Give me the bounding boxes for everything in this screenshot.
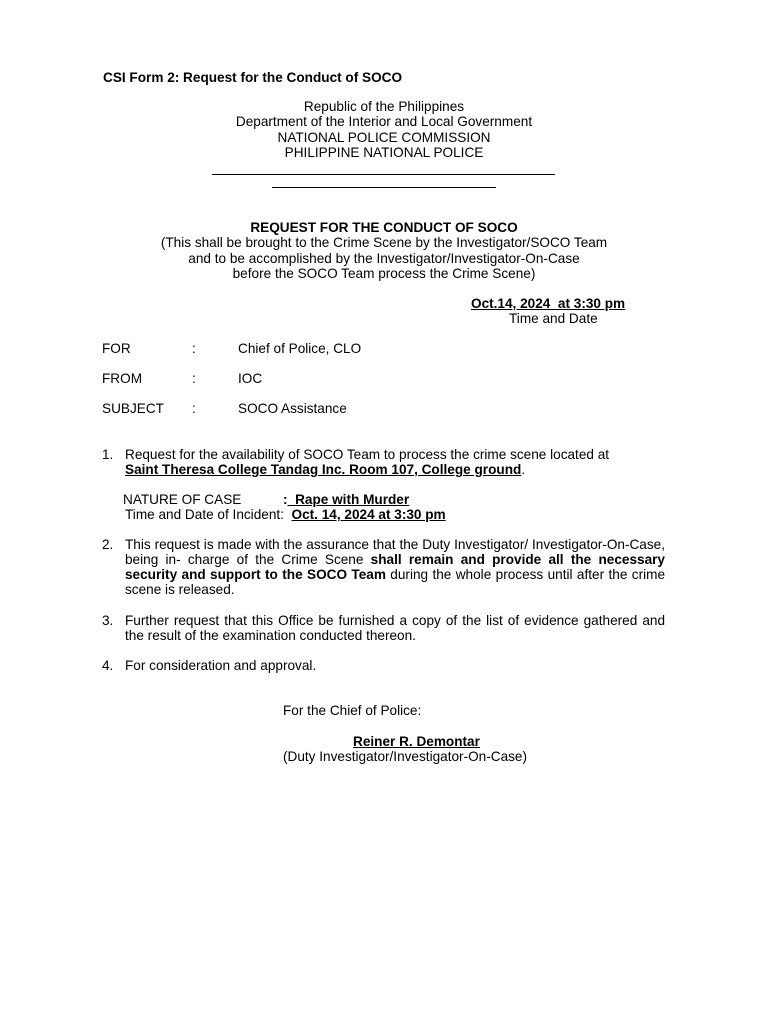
incident-datetime-line <box>125 507 446 522</box>
request-note-line2: and to be accomplished by the Investigator/Investigator-On-Case <box>188 251 580 266</box>
nature-of-case-field <box>283 492 409 507</box>
header-dilg: Department of the Interior and Local Government <box>235 114 533 129</box>
item-4-text: For consideration and approval. <box>125 658 317 673</box>
item-2-text-start: This request is made with the assurance that the Duty Investigator/ Investigator-On-Case, being in- charge of the Crime Scene <box>125 537 665 567</box>
item-2-number: 2. <box>102 537 114 552</box>
header-pnp: PHILIPPINE NATIONAL POLICE <box>284 145 484 160</box>
item-1-text: Request for the availability of SOCO Team to process the crime scene located at <box>125 447 610 462</box>
incident-datetime-value: Oct. 14, 2024 at 3:30 pm <box>291 507 446 522</box>
memo-for-label: FOR <box>102 341 131 356</box>
request-datetime-label: Time and Date <box>509 311 598 326</box>
nature-of-case-value-wrap <box>288 492 410 507</box>
signature-for-line: For the Chief of Police: <box>283 703 422 718</box>
incident-datetime-label: Time and Date of Incident: <box>125 507 284 522</box>
memo-from-label: FROM <box>102 371 143 386</box>
request-datetime: Oct.14, 2024 at 3:30 pm <box>471 296 626 311</box>
memo-from-value: IOC <box>238 371 263 386</box>
form-title: CSI Form 2: Request for the Conduct of SOCO <box>103 70 403 85</box>
header-republic: Republic of the Philippines <box>303 99 465 114</box>
item-1-location: Saint Theresa College Tandag Inc. Room 107, College ground <box>125 462 522 477</box>
nature-of-case-label: NATURE OF CASE <box>123 492 242 507</box>
item-1-period: . <box>521 462 526 477</box>
nature-of-case-separator: : <box>283 492 288 507</box>
header-divider-short <box>272 187 496 188</box>
item-2-text-bold: shall remain and provide all the necessary security and support to the SOCO Team <box>125 552 665 582</box>
memo-subject-label: SUBJECT <box>102 401 164 416</box>
nature-of-case-value: Rape with Murder <box>295 492 410 507</box>
signature-name: Reiner R. Demontar <box>353 734 480 749</box>
header-napolcom: NATIONAL POLICE COMMISSION <box>277 130 491 145</box>
memo-for-value: Chief of Police, CLO <box>238 341 362 356</box>
item-2-paragraph <box>125 537 665 597</box>
request-title: REQUEST FOR THE CONDUCT OF SOCO <box>250 220 518 235</box>
memo-for-separator: : <box>192 341 196 356</box>
memo-from-separator: : <box>192 371 196 386</box>
item-4-number: 4. <box>102 658 114 673</box>
request-note-line3: before the SOCO Team process the Crime Scene) <box>232 266 536 281</box>
item-3-number: 3. <box>102 613 114 628</box>
header-divider-long <box>212 174 555 175</box>
item-2-text-end: during the whole process until after the crime scene is released. <box>125 567 666 597</box>
memo-subject-separator: : <box>192 401 196 416</box>
request-note-line1: (This shall be brought to the Crime Scene by the Investigator/SOCO Team <box>160 235 608 250</box>
signature-role: (Duty Investigator/Investigator-On-Case) <box>283 749 528 764</box>
item-1-location-line <box>125 462 525 477</box>
item-1-number: 1. <box>102 447 114 462</box>
memo-subject-value: SOCO Assistance <box>238 401 347 416</box>
item-3-text: Further request that this Office be furnished a copy of the list of evidence gathered and the result of the examination conducted thereon. <box>125 613 665 643</box>
